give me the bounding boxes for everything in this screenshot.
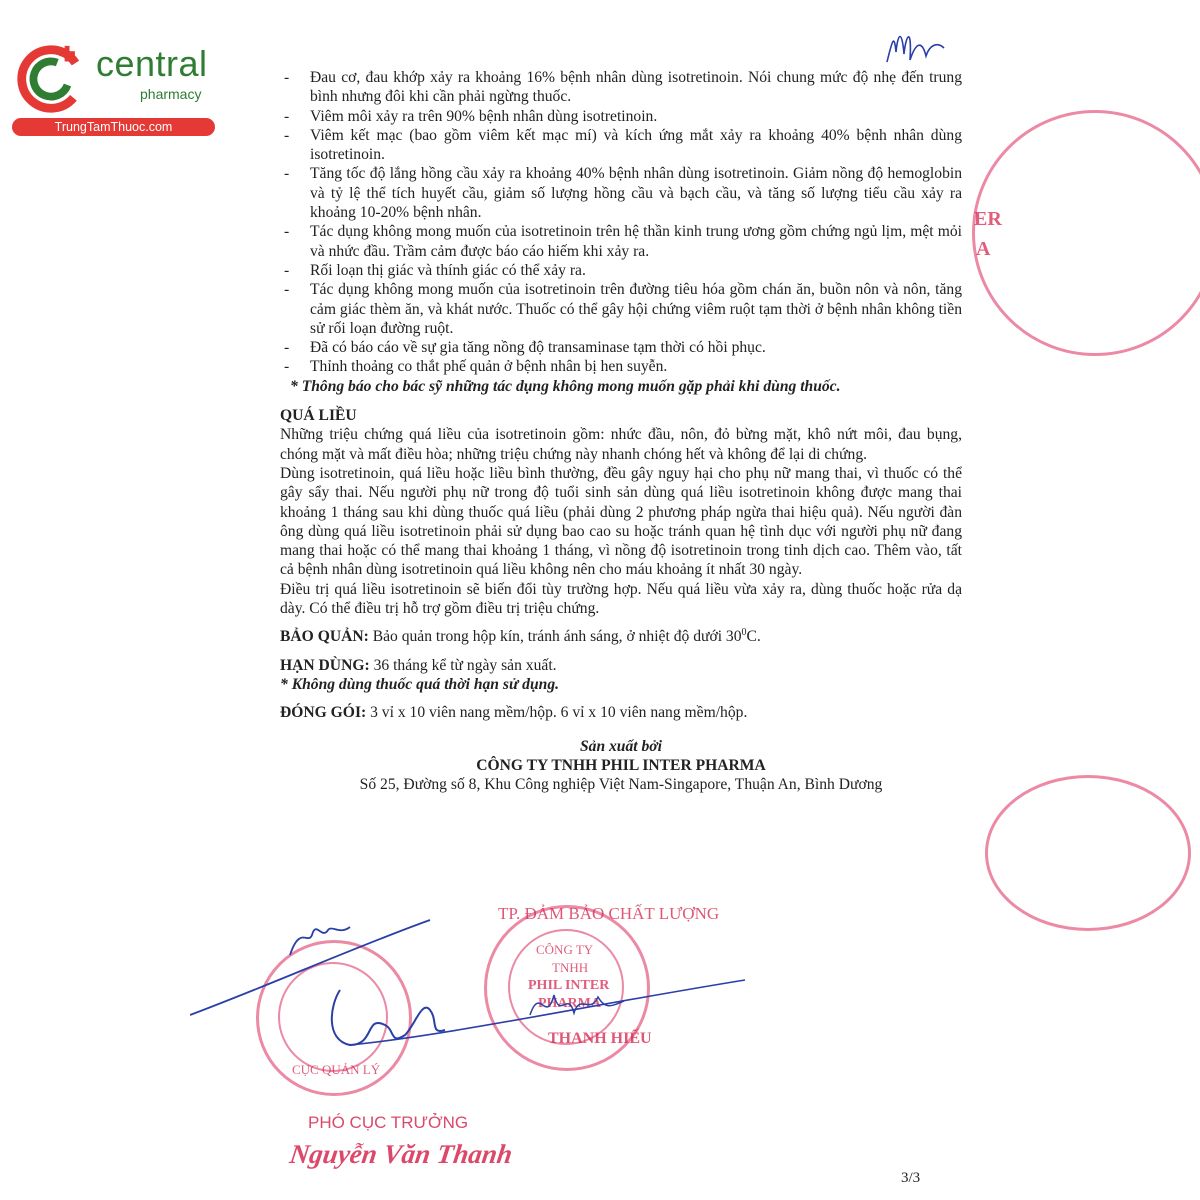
packaging-text: 3 vỉ x 10 viên nang mềm/hộp. 6 vỉ x 10 viên nang mềm/hộp. bbox=[366, 704, 748, 722]
qa-signer-name: THANH HIẾU bbox=[548, 1030, 652, 1047]
logo-url: TrungTamThuoc.com bbox=[12, 118, 215, 136]
list-item: - Rối loạn thị giác và thính giác có thể xảy ra. bbox=[284, 261, 586, 279]
initials-signature-icon bbox=[882, 22, 952, 72]
storage-degree: 0 bbox=[741, 627, 747, 639]
overdose-heading: QUÁ LIỀU bbox=[280, 407, 357, 425]
storage-section bbox=[280, 627, 962, 646]
side-seal-top bbox=[972, 110, 1200, 356]
vice-director-name: Nguyễn Văn Thanh bbox=[287, 1139, 515, 1169]
expiry-text: 36 tháng kể từ ngày sản xuất. bbox=[369, 656, 557, 674]
company-seal-line-4: PHARMA bbox=[538, 996, 601, 1011]
list-item: - Thỉnh thoảng co thắt phế quản ở bệnh nhân bị hen suyễn. bbox=[284, 358, 668, 376]
manufacturer-company: CÔNG TY TNHH PHIL INTER PHARMA bbox=[476, 756, 766, 774]
qa-title: TP. ĐẢM BẢO CHẤT LƯỢNG bbox=[498, 904, 720, 923]
list-item: - Viêm môi xảy ra trên 90% bệnh nhân dùng isotretinoin. bbox=[284, 107, 658, 125]
agency-seal-text: CỤC QUẢN LÝ bbox=[292, 1062, 381, 1077]
overdose-paragraph-3: Điều trị quá liều isotretinoin sẽ biến đổi tùy trường hợp. Nếu quá liều vừa xảy ra, dùng thuốc hoặc rửa dạ dày. Có thể điều trị hỗ trợ gồm điều trị triệu chứng. bbox=[280, 580, 962, 618]
side-seal-bottom bbox=[985, 775, 1191, 931]
logo-name: central bbox=[96, 43, 208, 84]
expiry-section bbox=[280, 656, 962, 675]
central-pharmacy-logo-icon bbox=[12, 40, 90, 118]
expiry-label: HẠN DÙNG: bbox=[280, 656, 370, 674]
list-item: - Viêm kết mạc (bao gồm viêm kết mạc mí) và kích ứng mắt xảy ra khoảng 40% bệnh nhân dùng isotretinoin. bbox=[284, 126, 962, 164]
page-number: 3/3 bbox=[901, 1170, 921, 1186]
storage-unit: C. bbox=[746, 628, 761, 646]
list-item: - Tăng tốc độ lắng hồng cầu xảy ra khoảng 40% bệnh nhân dùng isotretinoin. Giảm nồng độ hemoglobin và tỷ lệ thể tích huyết cầu, giảm số lượng hồng cầu và bạch cầu, và tăng số lượng tiểu cầu xảy ra khoảng 10-20% bệnh nhân. bbox=[284, 165, 962, 222]
list-item: - Đã có báo cáo về sự gia tăng nồng độ transaminase tạm thời có hồi phục. bbox=[284, 339, 766, 357]
manufacturer-by: Sản xuất bởi bbox=[579, 737, 663, 755]
manufacturer-block bbox=[280, 737, 962, 795]
company-seal-line-2: TNHH bbox=[552, 960, 589, 975]
document-body bbox=[280, 68, 962, 794]
side-effects-list bbox=[280, 68, 962, 377]
overdose-paragraph-1: Những triệu chứng quá liều của isotretinoin gồm: nhức đầu, nôn, đỏ bừng mặt, khô nứt môi, đau bụng, chóng mặt và mất điều hòa; những triệu chứng này nhanh chóng hết và không để lại di chứng. bbox=[280, 426, 962, 463]
side-effects-note: * Thông báo cho bác sỹ những tác dụng không mong muốn gặp phải khi dùng thuốc. bbox=[290, 377, 841, 395]
expiry-note: * Không dùng thuốc quá thời hạn sử dụng. bbox=[280, 675, 560, 693]
director-signature-icon bbox=[190, 905, 750, 1065]
company-seal-line-1: CÔNG TY bbox=[536, 942, 594, 957]
packaging-section bbox=[280, 703, 962, 722]
vice-director-title: PHÓ CỤC TRƯỞNG bbox=[308, 1113, 469, 1132]
storage-text: Bảo quản trong hộp kín, tránh ánh sáng, ở nhiệt độ dưới 30 bbox=[368, 628, 742, 646]
list-item: - Đau cơ, đau khớp xảy ra khoảng 16% bệnh nhân dùng isotretinoin. Nói chung mức độ nhẹ đến trung bình nhưng đôi khi cần phải ngừng thuốc. bbox=[284, 69, 962, 106]
list-item: - Tác dụng không mong muốn của isotretinoin trên đường tiêu hóa gồm chán ăn, buồn nôn và nôn, tăng cảm giác thèm ăn, và khát nước. Thuốc có thể gây hội chứng viêm ruột tạm thời ở bệnh nhân không tiền sử rối loạn đường ruột. bbox=[284, 281, 962, 337]
packaging-label: ĐÓNG GÓI: bbox=[280, 704, 367, 722]
side-seal-text-1: ER bbox=[974, 208, 1002, 230]
pharmacy-logo bbox=[8, 38, 223, 138]
logo-subtitle: pharmacy bbox=[140, 86, 202, 102]
overdose-paragraph-2: Dùng isotretinoin, quá liều hoặc liều bình thường, đều gây nguy hại cho phụ nữ mang thai, vì thuốc có thể gây sẩy thai. Nếu người phụ nữ trong độ tuổi sinh sản dùng quá liều isotretinoin không được mang thai khoảng 1 tháng sau khi dùng thuốc quá liều (phải dùng 2 phương pháp ngừa thai hiệu quả). Nếu người đàn ông dùng quá liều isotretinoin phải sử dụng bao cao su hoặc tránh quan hệ tình dục với người phụ nữ đang mang thai hoặc có thể mang thai khoảng 1 tháng, vì nồng độ isotretinoin trong tinh dịch cao. Thêm vào, tất cả bệnh nhân dùng isotretinoin quá liều không nên cho máu khoảng ít nhất 30 ngày. bbox=[280, 464, 962, 579]
side-seal-text-2: A bbox=[976, 238, 991, 260]
company-seal-line-3: PHIL INTER bbox=[528, 978, 610, 993]
manufacturer-address: Số 25, Đường số 8, Khu Công nghiệp Việt Nam-Singapore, Thuận An, Bình Dương bbox=[359, 776, 883, 794]
storage-label: BẢO QUẢN: bbox=[280, 628, 369, 646]
list-item: - Tác dụng không mong muốn của isotretinoin trên hệ thần kinh trung ương gồm chứng ngủ lịm, mệt mỏi và nhức đầu. Trầm cảm được báo cáo hiếm khi xảy ra. bbox=[284, 223, 962, 260]
